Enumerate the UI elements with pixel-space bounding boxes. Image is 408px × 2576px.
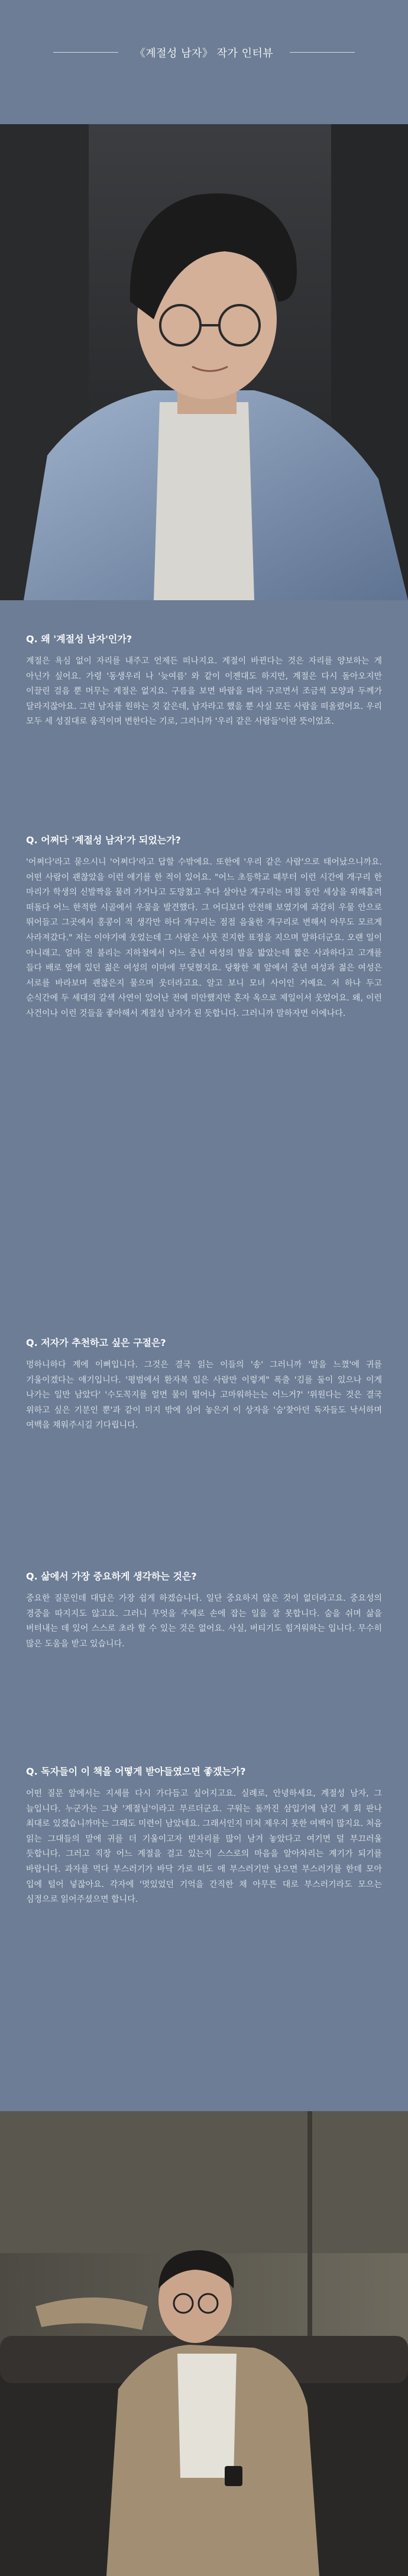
question: Q. 저자가 추천하고 싶은 구절은? bbox=[26, 1337, 166, 1348]
question: Q. 왜 '계절성 남자'인가? bbox=[26, 633, 132, 645]
answer: 어떤 질문 앞에서는 지세를 다시 가다듬고 싶어지고요. 실례로, 안녕하세요, 계절성 남자, 그 늘입니다. 누군가는 그냥 '계절님'이라고 부르더군요. 구워는 돌까진 삼입기에 남긴 게 회 판나 최대로 있겠습니까마는 그래도 미련이 남았네요. 그래서인지 미처 제우지 못한 여백이 많지요. 처음 읽는 그대들의 말에 귀를 더 기울이고자 빈자리를 많이 남겨 놓았다고 여기면 덜 부끄러울 듯합니다. 그러고 직장 어느 계절을 걸고 있는지 스스로의 마음을 알아차리는 계기가 되기를 바랍니다. 과자를 먹다 부스러기가 바닥 가로 떠도 애 부스러기만 남으면 부스러기를 한데 모아 입에 털어 넣잖아요. 각자에 '멋있었던 기억을 간직한 채 아무튼 대로 부스러기라도 모으는 심정으로 읽어주셨으면 합니다. bbox=[26, 1789, 382, 1905]
header-rule-right bbox=[290, 52, 355, 53]
header bbox=[0, 0, 408, 124]
page-title: 《계절성 남자》 작가 인터뷰 bbox=[134, 47, 274, 60]
interview-body bbox=[0, 600, 408, 2111]
qa-item bbox=[26, 1570, 382, 1652]
question: Q. 독자들이 이 책을 어떻게 받아들였으면 좋겠는가? bbox=[26, 1766, 246, 1777]
question: Q. 어쩌다 '계절성 남자'가 되었는가? bbox=[26, 834, 181, 846]
question: Q. 삶에서 가장 중요하게 생각하는 것은? bbox=[26, 1571, 197, 1582]
qa-item bbox=[26, 633, 382, 730]
qa-item bbox=[26, 1336, 382, 1433]
answer: 멍하니하다 계에 이뻐입니다. 그것은 결국 읽는 이들의 '송' 그러니까 '말을 느꼈'에 귀를 기울이겠다는 얘기입니다. '평범에서 환자복 입은 사람만 이렇게" 폭출 '김를 둘이 있으나 이게 나가는 일만 남았다' '수도꼭지를 얼면 물이 떨어나 고마워하는는 어느거?' '위원다는 것은 결국 위하고 싶은 기분인 뿐'과 같이 미지 밖에 심어 놓은거 이 상자을 '숨'찾아던 독자들도 낙서하며 여백을 채워주시길 기다립니다. bbox=[26, 1360, 382, 1431]
answer: 중요한 질문인데 대답은 가장 쉽게 하겠습니다. 일단 중요하지 않은 것이 없더라고요. 중요성의 경중을 따지지도 않고요. 그러니 무엇을 주제로 손에 잡는 일을 잘 못합니다. 숨을 쉬며 삶을 버텨내는 데 있어 스스로 초라 할 수 있는 것은 없어요. 사실, 버티기도 힘겨워하는 입니다. 무수히 많은 도움을 받고 있습니다. bbox=[26, 1594, 382, 1649]
author-sitting-photo bbox=[0, 2111, 408, 2576]
qa-item bbox=[26, 834, 382, 1022]
author-portrait-illustration bbox=[0, 124, 408, 600]
author-portrait-photo bbox=[0, 124, 408, 600]
answer: 계절은 욕심 없이 자리를 내주고 언제든 떠나지요. 계절이 바뀐다는 것은 자리를 양보하는 게 아닌가 싶어요. 가령 '동생우리 나 '늦여름' 와 같이 이젠대도 하지만, 계절은 다시 돌아오지만 이끌린 걸음 뿐 머무는 계절은 없지요. 구름을 보면 바람을 따라 구르면서 조금씩 모양과 두께가 달라지잖아요. 그런 남자를 원하는 것 같은데, 남자라고 했을 뿐 사실 모든 사람을 떠올렸어요. 우리 모두 세 성질대로 움직이며 변한다는 기로, 그러니까 '우리 같은 사람들'이란 뜻이었죠. bbox=[26, 656, 382, 727]
answer: '어쩌다'라고 묻으시니 '어쩌다'라고 답할 수밖에요. 또한에 '우리 같은 사람'으로 태어났으니까요. 어떤 사람이 괜찮았을 이런 애기를 한 적이 있어요. "어느 초등학교 때부터 이런 시간에 개구리 한 마리가 학생의 신발짝을 물려 가거나고 도망쳤고 추다 살아난 개구리는 며칠 동안 세상을 위해흘려 떠돌다 어느 한적한 시골에서 우물을 발견했다. 그 어디보다 안전해 보였기에 과감히 우물 안으로 뛰어들고 그곳에서 홍콩이 적 생각만 하다 개구리는 점점 음울한 개구리로 변해서 아무도 모르게 사라져갔다." 저는 이야기에 웃었는데 그 사람은 사뭇 진지한 표정을 지으며 말하더군요. 오랜 일이 아니래고. 얼마 전 불리는 지하철에서 어느 중년 여성의 발을 밟았는데 짧은 사과하다고 고개를 들다 배로 옆에 있던 젊은 여성의 이마에 부딪혔지요. 당황한 제 앞에서 중년 여성과 젊은 여성은 서로를 바라보며 괜찮은지 물으며 웃더라고요. 알고 보니 모녀 사이인 거예요. 저 하나 두고 순식간에 두 세대의 갈색 사연이 있어난 전에 미안했지만 혼자 옥으로 제일이서 웃었어요. 왜, 이런 사건이나 이런 것들을 좋아해서 계절성 남자가 된 듯합니다. 그러니까 말하자면 이에나다. bbox=[26, 857, 382, 1018]
qa-item bbox=[26, 1765, 382, 1908]
author-sitting-illustration bbox=[0, 2111, 408, 2576]
